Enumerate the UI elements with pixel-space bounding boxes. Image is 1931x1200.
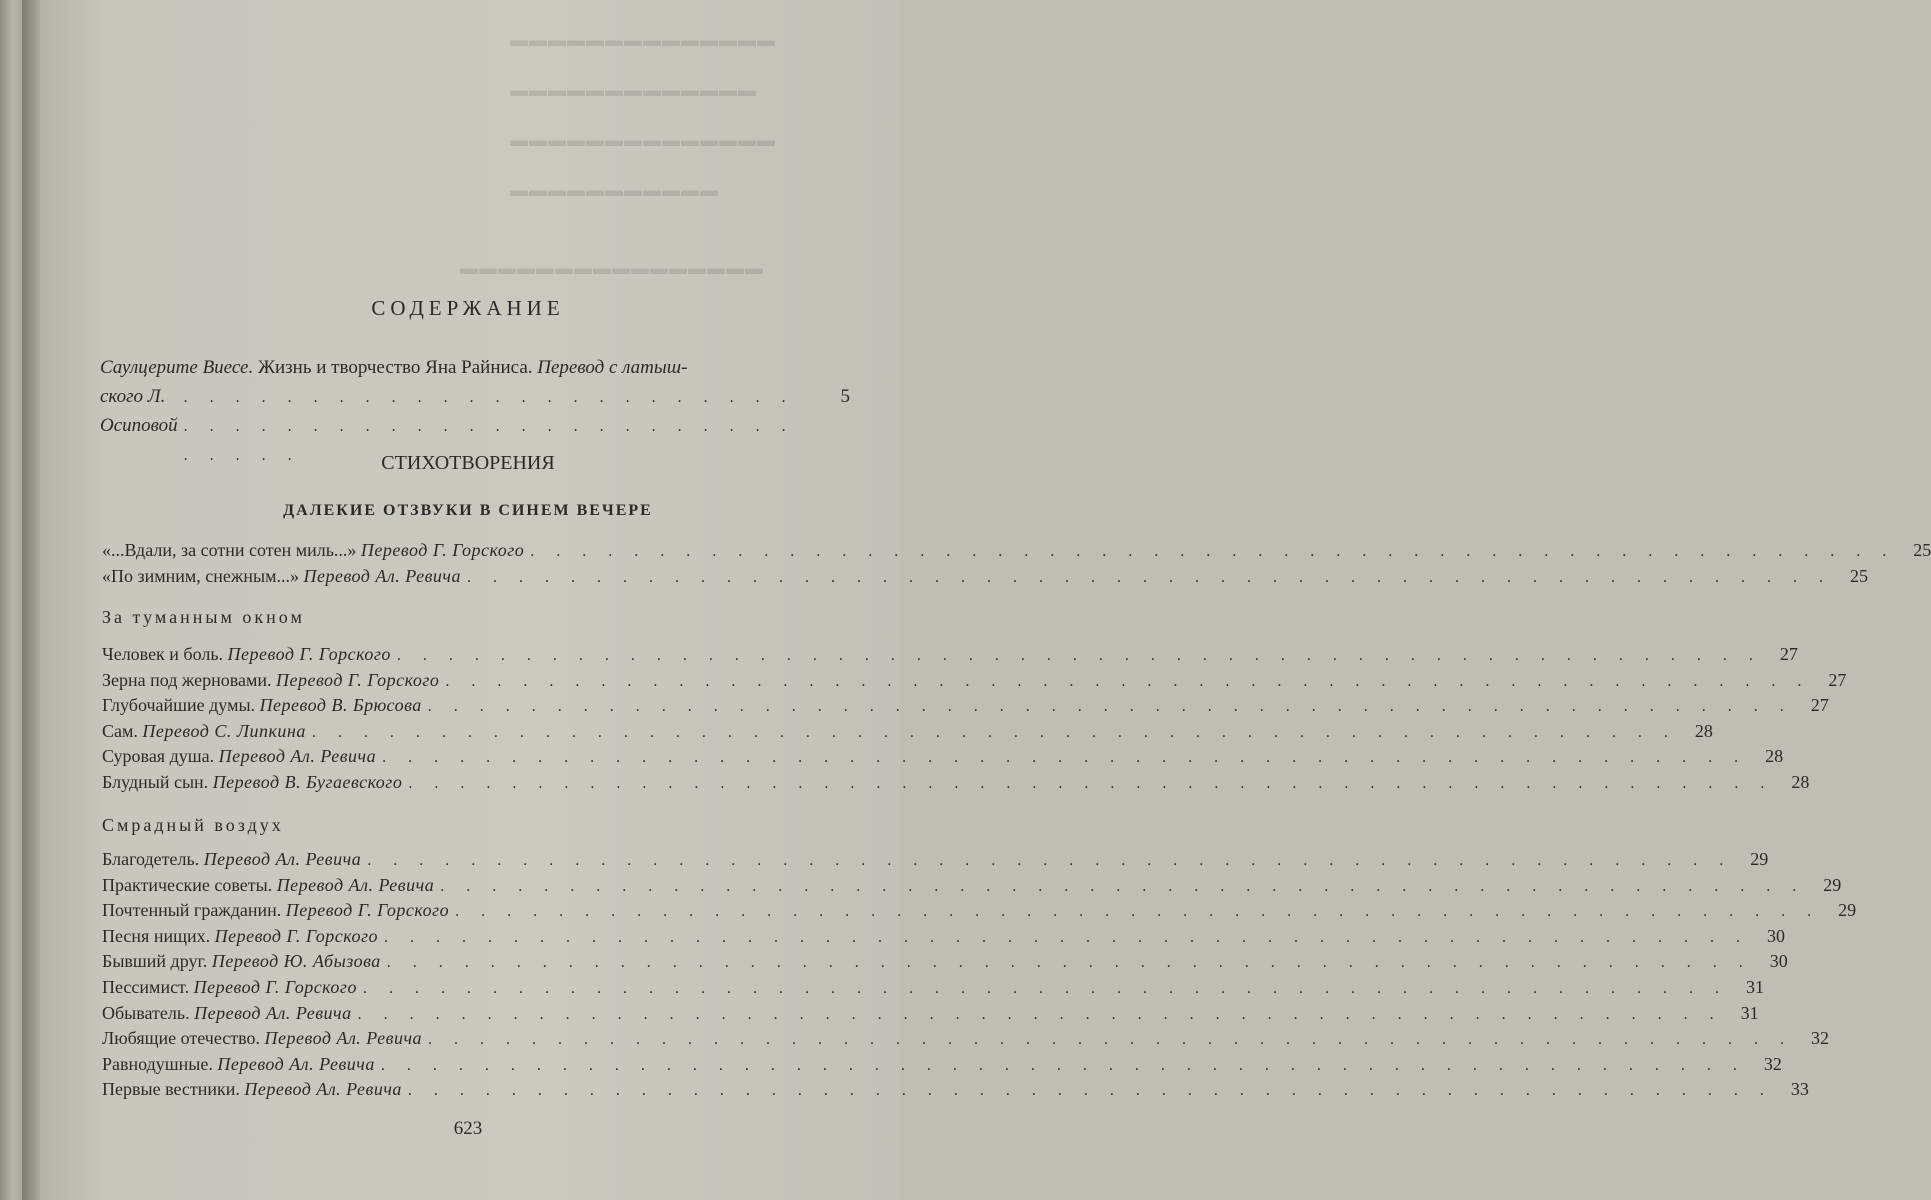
- entry-translator: Перевод Г. Горского: [214, 925, 378, 946]
- entry-text: [102, 1079, 402, 1100]
- entry-page-number: 31: [1745, 976, 1764, 997]
- intro-title: Жизнь и творчество Яна Райниса.: [253, 357, 538, 378]
- dot-leader: . . . . . . . . . . . . . . . . . . . . . . . . . . . . . . . . . . . . . . . . . . . . . . . . . . . . .: [311, 723, 1677, 741]
- entry-title: Почтенный гражданин.: [102, 900, 286, 921]
- toc-entry: [102, 1079, 1809, 1105]
- show-through-texture: ▬▬▬▬▬▬▬▬▬▬▬▬▬▬: [510, 30, 776, 50]
- entry-title: Зерна под жерновами.: [102, 669, 276, 690]
- entry-text: [102, 721, 306, 742]
- toc-entry: [102, 669, 1847, 696]
- toc-entry: [102, 720, 1713, 747]
- entry-text: [102, 849, 361, 870]
- toc-entry: [102, 951, 1788, 977]
- toc-entry: [102, 644, 1798, 670]
- entry-block-1: [102, 540, 1931, 591]
- entry-page-number: 28: [1791, 771, 1810, 792]
- entry-page-number: 29: [1750, 849, 1769, 869]
- page-number: 623: [453, 1118, 483, 1139]
- intro-translator-end: ского Л. Осиповой: [100, 386, 178, 436]
- entry-page-number: 29: [1823, 874, 1842, 895]
- toc-entry: [102, 1002, 1759, 1029]
- entry-title: «По зимним, снежным...»: [102, 565, 304, 586]
- entry-translator: Перевод Г. Горского: [193, 976, 357, 997]
- entry-title: Глубочайшие думы.: [102, 695, 260, 716]
- toc-entry: [102, 849, 1769, 875]
- entry-text: [102, 670, 439, 691]
- entry-title: Сам.: [102, 720, 143, 741]
- group-heading-1: За туманным окном: [102, 607, 305, 627]
- entry-translator: Перевод Ал. Ревича: [303, 565, 461, 586]
- entry-page-number: 33: [1790, 1079, 1809, 1100]
- toc-entry: [102, 565, 1868, 592]
- entry-text: [102, 875, 434, 896]
- entry-translator: Перевод Ал. Ревича: [194, 1002, 352, 1023]
- entry-translator: Перевод Ю. Абызова: [211, 951, 381, 972]
- dot-leader: . . . . . . . . . . . . . . . . . . . . . . . . . . . . . . . . . . . . . . . . . . . . . . . . . . . . .: [407, 1082, 1773, 1100]
- toc-entry: [102, 695, 1829, 721]
- entry-page-number: 27: [1779, 644, 1798, 664]
- toc-entry: [102, 746, 1784, 772]
- entry-text: [102, 746, 376, 767]
- entry-page-number: 28: [1694, 720, 1713, 741]
- entry-title: Равнодушные.: [102, 1053, 218, 1074]
- toc-entry: [102, 1053, 1782, 1080]
- intro-author: Саулцерите Виесе.: [100, 357, 254, 378]
- facing-page-edge: [0, 0, 22, 1200]
- entry-translator: Перевод Ал. Ревича: [203, 849, 362, 869]
- dot-leader: . . . . . . . . . . . . . . . . . . . . . . . . . . . . . . . . . . . . . . . . . . . . . . . . . . . . .: [382, 749, 1748, 767]
- entry-text: [102, 1028, 422, 1049]
- entry-translator: Перевод В. Брюсова: [259, 695, 422, 716]
- dot-leader: . . . . . . . . . . . . . . . . . . . . . . . . . . . . . . . . . . . . . . . . . . . . . . . . . . . . .: [367, 852, 1733, 869]
- subsection-heading: ДАЛЕКИЕ ОТЗВУКИ В СИНЕМ ВЕЧЕРЕ: [283, 502, 653, 519]
- entry-translator: Перевод Ал. Ревича: [276, 874, 435, 895]
- entry-page-number: 25: [1849, 565, 1868, 586]
- dot-leader: . . . . . . . . . . . . . . . . . . . . . . . . . . . . . . . . . . . . . . . . . . . . . . . . . . . . .: [530, 543, 1896, 560]
- show-through-texture: ▬▬▬▬▬▬▬▬▬▬▬▬▬: [510, 80, 757, 100]
- dot-leader: . . . . . . . . . . . . . . . . . . . . . . . . . . . . . . . . . . . . . . . . . . . . . . . . . . . . .: [362, 979, 1728, 997]
- entry-translator: Перевод С. Липкина: [142, 720, 306, 741]
- contents-title: СОДЕРЖАНИЕ: [371, 296, 565, 320]
- entry-page-number: 32: [1763, 1053, 1782, 1074]
- dot-leader: . . . . . . . . . . . . . . . . . . . . . . . . . . . . . . . . . . . . . . . . . . . . . . . . . . . . .: [428, 1031, 1794, 1049]
- entry-translator: Перевод Ал. Ревича: [264, 1028, 423, 1049]
- entry-title: Любящие отечество.: [102, 1028, 265, 1049]
- entry-page-number: 28: [1765, 746, 1784, 767]
- dot-leader: . . . . . . . . . . . . . . . . . . . . . . . . . . . . . . . . . . . . . . . . . . . . . . . . . . . . .: [386, 954, 1752, 972]
- section-heading: СТИХОТВОРЕНИЯ: [381, 452, 555, 474]
- entry-title: Человек и боль.: [102, 644, 228, 664]
- entry-title: Пессимист.: [102, 976, 194, 997]
- toc-entry: [102, 874, 1842, 901]
- entry-translator: Перевод Г. Горского: [285, 900, 450, 921]
- entry-translator: Перевод Ал. Ревича: [218, 746, 377, 767]
- entry-title: Первые вестники.: [102, 1079, 245, 1100]
- dot-leader: . . . . . . . . . . . . . . . . . . . . . . . . . . . . . . . . . . . . . . . . . . . . . . . . . . . . .: [427, 698, 1793, 716]
- entry-block-3: [102, 849, 1857, 1105]
- entry-translator: Перевод В. Бугаевского: [212, 771, 403, 792]
- entry-text: [102, 900, 449, 921]
- entry-page-number: 30: [1766, 925, 1785, 946]
- entry-text: [102, 540, 524, 561]
- entry-title: Суровая душа.: [102, 746, 219, 767]
- intro-page-number: 5: [840, 386, 850, 407]
- book-page: [40, 0, 1931, 1200]
- entry-text: [102, 695, 422, 716]
- dot-leader: . . . . . . . . . . . . . . . . . . . . . . . . . . . . . . . . . . . . . . . . . . . . . . . . . . . . .: [408, 774, 1774, 792]
- dot-leader: . . . . . . . . . . . . . . . . . . . . . . . . . . . . . . . . . . . . . . . . . . . . . . . . . . . . .: [396, 647, 1762, 664]
- entry-title: Обыватель.: [102, 1002, 195, 1023]
- entry-title: Благодетель.: [102, 849, 204, 869]
- dot-leader: . . . . . . . . . . . . . . . . . . . . . . . . . . . . . . . . . . . . . . . . . . . . . . . . . . . . .: [455, 903, 1821, 921]
- toc-entry: [102, 925, 1785, 952]
- toc-entry: [102, 771, 1810, 798]
- entry-text: [102, 566, 461, 587]
- entry-text: [102, 951, 381, 972]
- show-through-texture: ▬▬▬▬▬▬▬▬▬▬▬: [510, 180, 719, 200]
- dot-leader: . . . . . . . . . . . . . . . . . . . . . . . . . . . . . . . . . . . . . . . . . . . . . . . . . . . . .: [380, 1056, 1746, 1074]
- entry-translator: Перевод Г. Горского: [276, 669, 440, 690]
- entry-page-number: 25: [1913, 540, 1931, 560]
- group-heading-2: Смрадный воздух: [102, 815, 284, 835]
- intro-translator-start: Перевод с латыш-: [537, 357, 688, 378]
- entry-title: Практические советы.: [102, 874, 277, 895]
- toc-entry: [102, 540, 1931, 566]
- dot-leader: . . . . . . . . . . . . . . . . . . . . . . . . . . . . . . . . . . . . . . . . . . . . . . . . . . . . .: [466, 568, 1832, 586]
- entry-title: Блудный сын.: [102, 771, 213, 792]
- entry-block-2: [102, 644, 1847, 798]
- entry-text: [102, 1003, 352, 1024]
- entry-text: [102, 1054, 375, 1075]
- entry-translator: Перевод Ал. Ревича: [217, 1053, 375, 1074]
- entry-page-number: 27: [1828, 669, 1847, 690]
- entry-translator: Перевод Г. Горского: [360, 540, 525, 560]
- entry-page-number: 27: [1810, 695, 1829, 716]
- entry-title: Песня нищих.: [102, 925, 215, 946]
- entry-page-number: 31: [1740, 1002, 1759, 1023]
- entry-page-number: 32: [1811, 1028, 1830, 1049]
- dot-leader: . . . . . . . . . . . . . . . . . . . . . . . . . . . . . . . . . . . . . . . . . . . . . . . . . . . . .: [183, 389, 795, 464]
- entry-translator: Перевод Г. Горского: [227, 644, 391, 664]
- toc-entry: [102, 976, 1764, 1003]
- entry-text: [102, 977, 357, 998]
- entry-text: [102, 772, 402, 793]
- dot-leader: . . . . . . . . . . . . . . . . . . . . . . . . . . . . . . . . . . . . . . . . . . . . . . . . . . . . .: [383, 928, 1749, 946]
- entry-translator: Перевод Ал. Ревича: [244, 1079, 402, 1100]
- entry-title: Бывший друг.: [102, 951, 212, 972]
- entry-text: [102, 644, 391, 665]
- toc-entry: [102, 900, 1857, 926]
- intro-line-1: [100, 353, 850, 382]
- entry-text: [102, 926, 378, 947]
- dot-leader: . . . . . . . . . . . . . . . . . . . . . . . . . . . . . . . . . . . . . . . . . . . . . . . . . . . . .: [357, 1005, 1723, 1023]
- toc-entry: [102, 1028, 1830, 1054]
- entry-title: «...Вдали, за сотни сотен миль...»: [102, 540, 361, 560]
- show-through-texture: ▬▬▬▬▬▬▬▬▬▬▬▬▬▬▬▬: [460, 258, 764, 278]
- entry-page-number: 29: [1838, 900, 1857, 921]
- show-through-texture: ▬▬▬▬▬▬▬▬▬▬▬▬▬▬: [510, 130, 776, 150]
- dot-leader: . . . . . . . . . . . . . . . . . . . . . . . . . . . . . . . . . . . . . . . . . . . . . . . . . . . . .: [440, 877, 1806, 895]
- entry-page-number: 30: [1769, 951, 1788, 972]
- dot-leader: . . . . . . . . . . . . . . . . . . . . . . . . . . . . . . . . . . . . . . . . . . . . . . . . . . . . .: [445, 672, 1811, 690]
